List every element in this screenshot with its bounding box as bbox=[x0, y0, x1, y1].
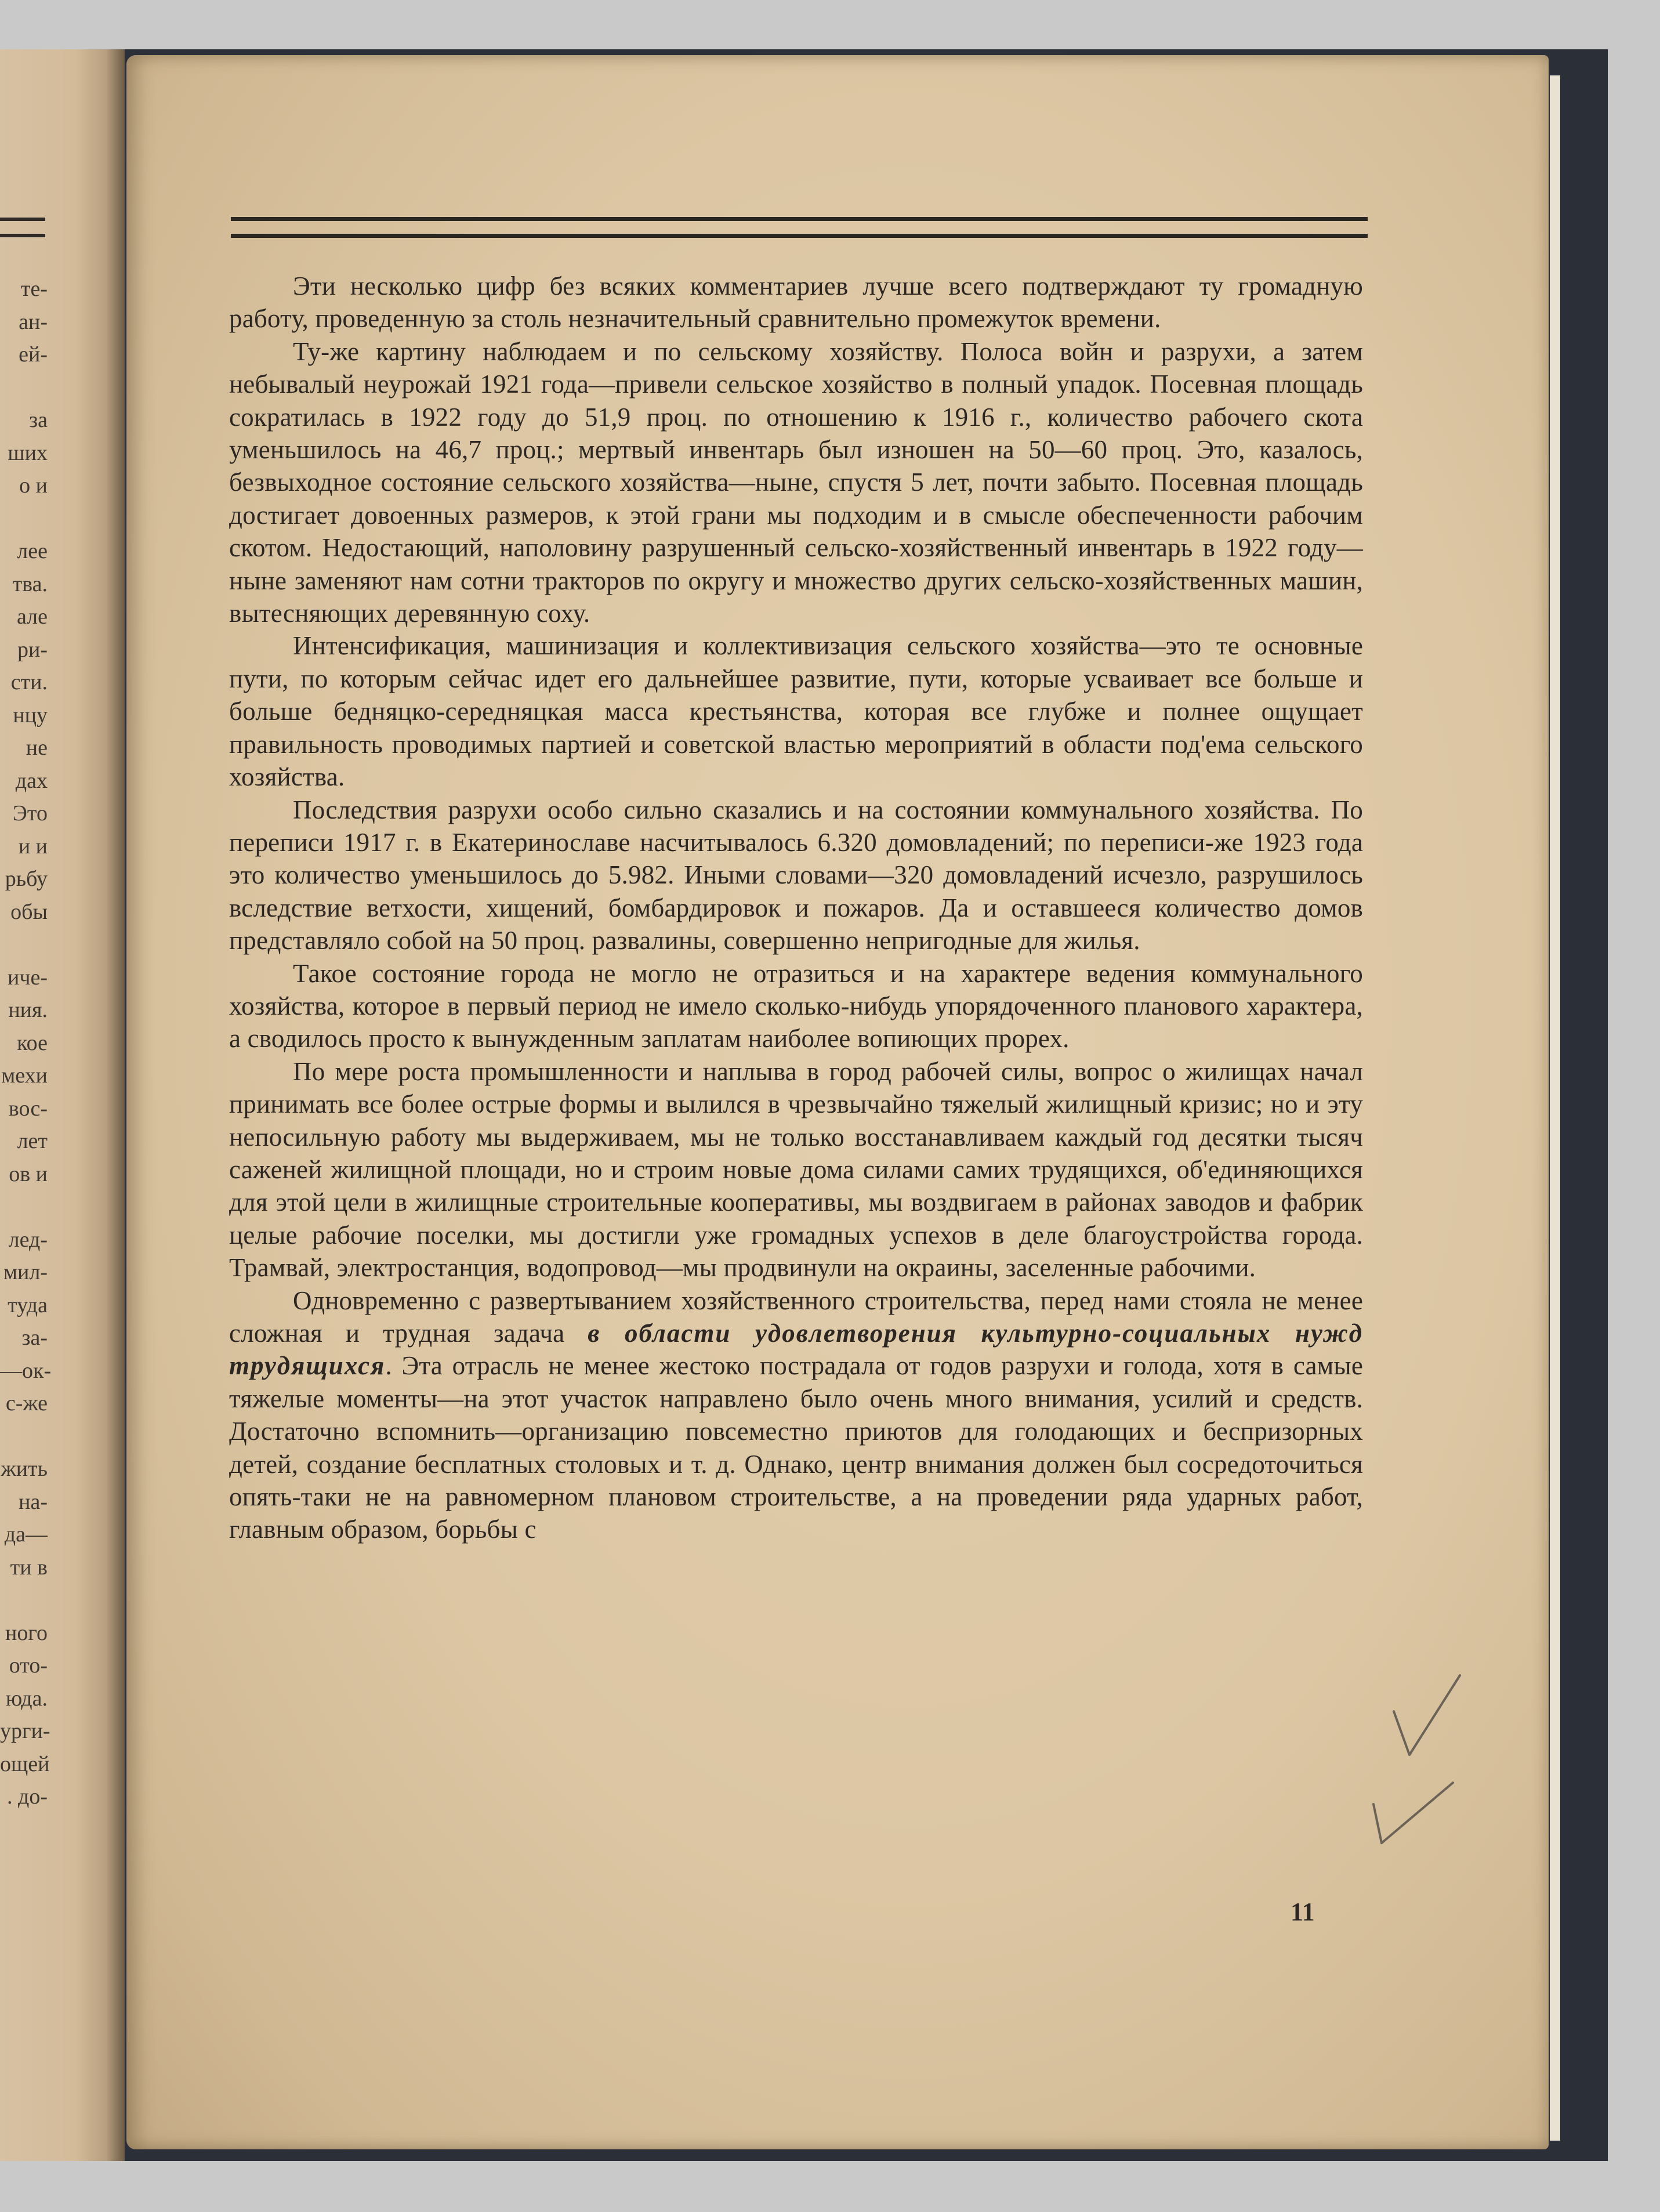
left-page-line: за bbox=[29, 408, 48, 432]
left-page-line: мехи bbox=[1, 1063, 48, 1088]
left-page-line: не bbox=[26, 736, 48, 760]
left-page-line: нцу bbox=[13, 703, 48, 727]
paragraph-7-after: . Эта отрасль не менее жестоко пострадала от годов разрухи и голода, хотя в самые тяжелые моменты—на этот участок направлено было очень много внимания, усилий и средств. Достаточно вспомнить—организацию повсеместно приютов для голодающих и беспризорных детей, создание бесплатных столовых и т. д. Однако, центр внимания должен был сосредоточиться опять-таки не на равномерном плановом строительстве, а на проведении ряда ударных работ, главным образом, борьбы с bbox=[229, 1351, 1363, 1544]
left-page-line: рьбу bbox=[5, 867, 48, 891]
left-page-line: ото- bbox=[9, 1653, 48, 1678]
left-page-line: иче- bbox=[8, 965, 48, 990]
left-page-line: жить bbox=[1, 1457, 48, 1481]
left-page-text bbox=[0, 273, 52, 1813]
left-page-line bbox=[0, 371, 48, 404]
paragraph-7-before: Одновременно с развертыванием хозяйственного строительства, перед нами стояла не менее сложная и трудная задача bbox=[229, 1286, 1363, 1348]
left-page-line: Это bbox=[12, 801, 48, 826]
left-page-line: да— bbox=[4, 1522, 48, 1547]
left-page-line: лед- bbox=[8, 1227, 48, 1252]
left-page-line: ри- bbox=[17, 637, 48, 662]
paragraph-3: Интенсификация, машинизация и коллективизация сельского хозяйства—это те основные пути, по которым сейчас идет его дальнейшее развитие, пути, которые усваивает все больше и больше бедняцко-середняцкая масса крестьянства, которая все глубже и полнее ощущает правильность проводимых партией и советской властью мероприятий в области под'ема сельского хозяйства. bbox=[229, 631, 1363, 792]
left-page-line: ей- bbox=[19, 342, 48, 367]
left-page-line: с-же bbox=[5, 1391, 48, 1415]
paragraph-4: Последствия разрухи особо сильно сказались и на состоянии коммунального хозяйства. По переписи 1917 г. в Екатеринославе насчитывалось 6.320 домовладений; по переписи-же 1923 года это количество уменьшилось до 5.982. Иными словами—320 домовладений исчезло, разрушилось вследствие ветхости, хищений, бомбардировок и пожаров. Да и оставшееся количество домов представляло собой на 50 проц. развалины, совершенно непригодные для жилья. bbox=[229, 795, 1363, 955]
left-page-line: —ок- bbox=[0, 1358, 52, 1383]
left-page-line: ти в bbox=[10, 1555, 48, 1580]
left-page bbox=[0, 49, 125, 2161]
header-rule bbox=[231, 217, 1368, 238]
left-page-line: кое bbox=[17, 1030, 48, 1055]
left-page-line: те- bbox=[20, 277, 48, 301]
left-page-line: юда. bbox=[5, 1686, 48, 1711]
paragraph-7-emphasis: в области удовлетворения культурно-социальных нужд трудящихся bbox=[229, 1319, 1364, 1381]
left-page-line: сти. bbox=[10, 670, 48, 694]
page-edge bbox=[1550, 75, 1560, 2141]
left-page-line: за- bbox=[21, 1326, 48, 1350]
left-page-line bbox=[0, 1584, 48, 1617]
paragraph-2: Ту-же картину наблюдаем и по сельскому хозяйству. Полоса войн и разрухи, а затем небывалый неурожай 1921 года—привели сельское хозяйство в полный упадок. Посевная площадь сократилась в 1922 году до 51,9 проц. по отношению к 1916 г., количество рабочего скота уменьшилось на 46,7 проц.; мертвый инвентарь был изношен на 50—60 проц. Это, казалось, безвыходное состояние сельского хозяйства—ныне, спустя 5 лет, почти забыто. Посевная площадь достигает довоенных размеров, к этой грани мы подходим и в смысле обеспеченности рабочим скотом. Недостающий, наполовину разрушенный сельско-хозяйственный инвентарь в 1922 году—ныне заменяют нам сотни тракторов по округу и множество других сельско-хозяйственных машин, вытесняющих деревянную соху. bbox=[229, 336, 1363, 628]
body-text bbox=[229, 270, 1363, 1546]
left-page-line: ов и bbox=[9, 1161, 48, 1186]
left-page-line: ния. bbox=[8, 998, 48, 1022]
left-page-line: туда bbox=[8, 1293, 48, 1317]
pencil-checkmark-2 bbox=[1369, 1778, 1456, 1848]
left-page-line: тва. bbox=[12, 571, 48, 596]
left-page-line bbox=[0, 502, 48, 535]
left-page-line: лее bbox=[17, 539, 48, 563]
left-page-line: ощей bbox=[0, 1751, 50, 1776]
left-page-line: вос- bbox=[8, 1096, 48, 1121]
left-header-rule bbox=[0, 218, 45, 237]
left-page-line bbox=[0, 1190, 48, 1223]
pencil-checkmark-1 bbox=[1389, 1671, 1465, 1764]
left-page-line: и и bbox=[18, 834, 48, 859]
left-page-line: лет bbox=[17, 1129, 48, 1153]
left-page-line: ного bbox=[5, 1620, 48, 1645]
left-page-line: обы bbox=[10, 899, 48, 924]
left-page-line bbox=[0, 1420, 48, 1453]
left-page-line: ан- bbox=[19, 309, 48, 334]
paragraph-5: Такое состояние города не могло не отразиться и на характере ведения коммунального хозяйства, которое в первый период не имело сколько-нибудь упорядоченного планового характера, а сводилось просто к вынужденным заплатам наиболее вопиющих прорех. bbox=[229, 958, 1363, 1053]
left-page-line: . до- bbox=[7, 1784, 48, 1809]
paragraph-7 bbox=[229, 1284, 1363, 1546]
left-page-line: о и bbox=[19, 473, 48, 498]
paragraph-6: По мере роста промышленности и наплыва в город рабочей силы, вопрос о жилищах начал принимать все более острые формы и вылился в чрезвычайно тяжелый жилищный кризис; но и эту непосильную работу мы выдерживаем, мы не только восстанавливаем каждый год десятки тысяч саженей жилищной площади, но и строим новые дома силами самих трудящихся, об'единяющихся для этой цели в жилищные строительные кооперативы, мы воздвигаем в районах заводов и фабрик целые рабочие поселки, мы достигли уже громадных успехов в деле благоустройства города. Трамвай, электростанция, водопровод—мы продвинули на окраины, заселенные рабочими. bbox=[229, 1056, 1363, 1283]
left-page-line bbox=[0, 928, 48, 961]
left-page-line: дах bbox=[15, 768, 48, 793]
left-page-line: але bbox=[16, 604, 48, 629]
left-page-line: ших bbox=[8, 440, 48, 465]
left-page-line: мил- bbox=[3, 1260, 48, 1284]
page-number: 11 bbox=[1291, 1898, 1315, 1926]
paragraph-1: Эти несколько цифр без всяких комментариев лучше всего подтверждают ту громадную работу, проведенную за столь незначительный сравнительно промежуток времени. bbox=[229, 271, 1363, 334]
left-page-line: на- bbox=[19, 1489, 48, 1514]
left-page-line: урги- bbox=[0, 1719, 50, 1743]
